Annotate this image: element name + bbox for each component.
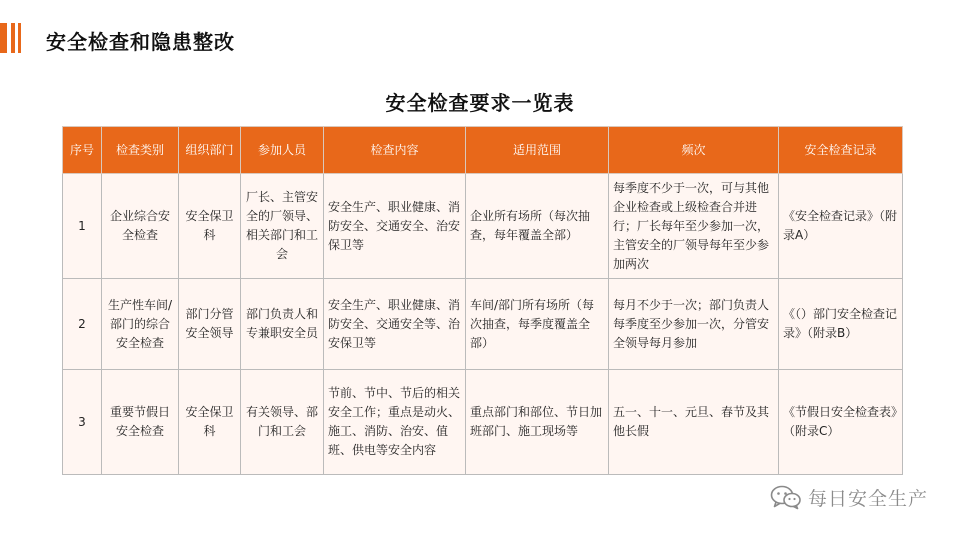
safety-check-table (62, 126, 903, 475)
column-header: 序号 (63, 127, 102, 174)
wechat-icon (770, 484, 802, 510)
row-number: 1 (63, 174, 102, 279)
page-title: 安全检查和隐患整改 (46, 30, 235, 54)
check-category: 生产性车间/部门的综合安全检查 (102, 279, 179, 370)
applicable-scope: 企业所有场所（每次抽查，每年覆盖全部） (466, 174, 609, 279)
column-header: 检查内容 (324, 127, 466, 174)
check-category: 重要节假日安全检查 (102, 370, 179, 475)
organizing-department: 安全保卫科 (179, 370, 241, 475)
organizing-department: 安全保卫科 (179, 174, 241, 279)
participants: 部门负责人和专兼职安全员 (241, 279, 324, 370)
applicable-scope: 车间/部门所有场所（每次抽查，每季度覆盖全部） (466, 279, 609, 370)
column-header: 频次 (609, 127, 779, 174)
check-record: 《安全检查记录》（附录A） (779, 174, 903, 279)
check-content: 安全生产、职业健康、消防安全、交通安全等、治安保卫等 (324, 279, 466, 370)
column-header: 参加人员 (241, 127, 324, 174)
table-row (63, 279, 903, 370)
table-title: 安全检查要求一览表 (385, 91, 575, 115)
header-accent-bars (0, 23, 22, 53)
table-row (63, 174, 903, 279)
column-header: 检查类别 (102, 127, 179, 174)
column-header: 安全检查记录 (779, 127, 903, 174)
table-row (63, 370, 903, 475)
organizing-department: 部门分管安全领导 (179, 279, 241, 370)
column-header: 适用范围 (466, 127, 609, 174)
row-number: 3 (63, 370, 102, 475)
table-header-row (63, 127, 903, 174)
row-number: 2 (63, 279, 102, 370)
check-content: 节前、节中、节后的相关安全工作；重点是动火、施工、消防、治安、值班、供电等安全内容 (324, 370, 466, 475)
participants: 厂长、主管安全的厂领导、相关部门和工会 (241, 174, 324, 279)
watermark (770, 482, 928, 512)
column-header: 组织部门 (179, 127, 241, 174)
frequency: 每月不少于一次；部门负责人每季度至少参加一次，分管安全领导每月参加 (609, 279, 779, 370)
check-content: 安全生产、职业健康、消防安全、交通安全、治安保卫等 (324, 174, 466, 279)
participants: 有关领导、部门和工会 (241, 370, 324, 475)
check-category: 企业综合安全检查 (102, 174, 179, 279)
frequency: 五一、十一、元旦、春节及其他长假 (609, 370, 779, 475)
frequency: 每季度不少于一次，可与其他企业检查或上级检查合并进行；厂长每年至少参加一次，主管安全的厂领导每年至少参加两次 (609, 174, 779, 279)
watermark-text: 每日安全生产 (807, 487, 928, 510)
check-record: 《节假日安全检查表》（附录C） (779, 370, 903, 475)
check-record: 《（）部门安全检查记录》（附录B） (779, 279, 903, 370)
applicable-scope: 重点部门和部位、节日加班部门、施工现场等 (466, 370, 609, 475)
